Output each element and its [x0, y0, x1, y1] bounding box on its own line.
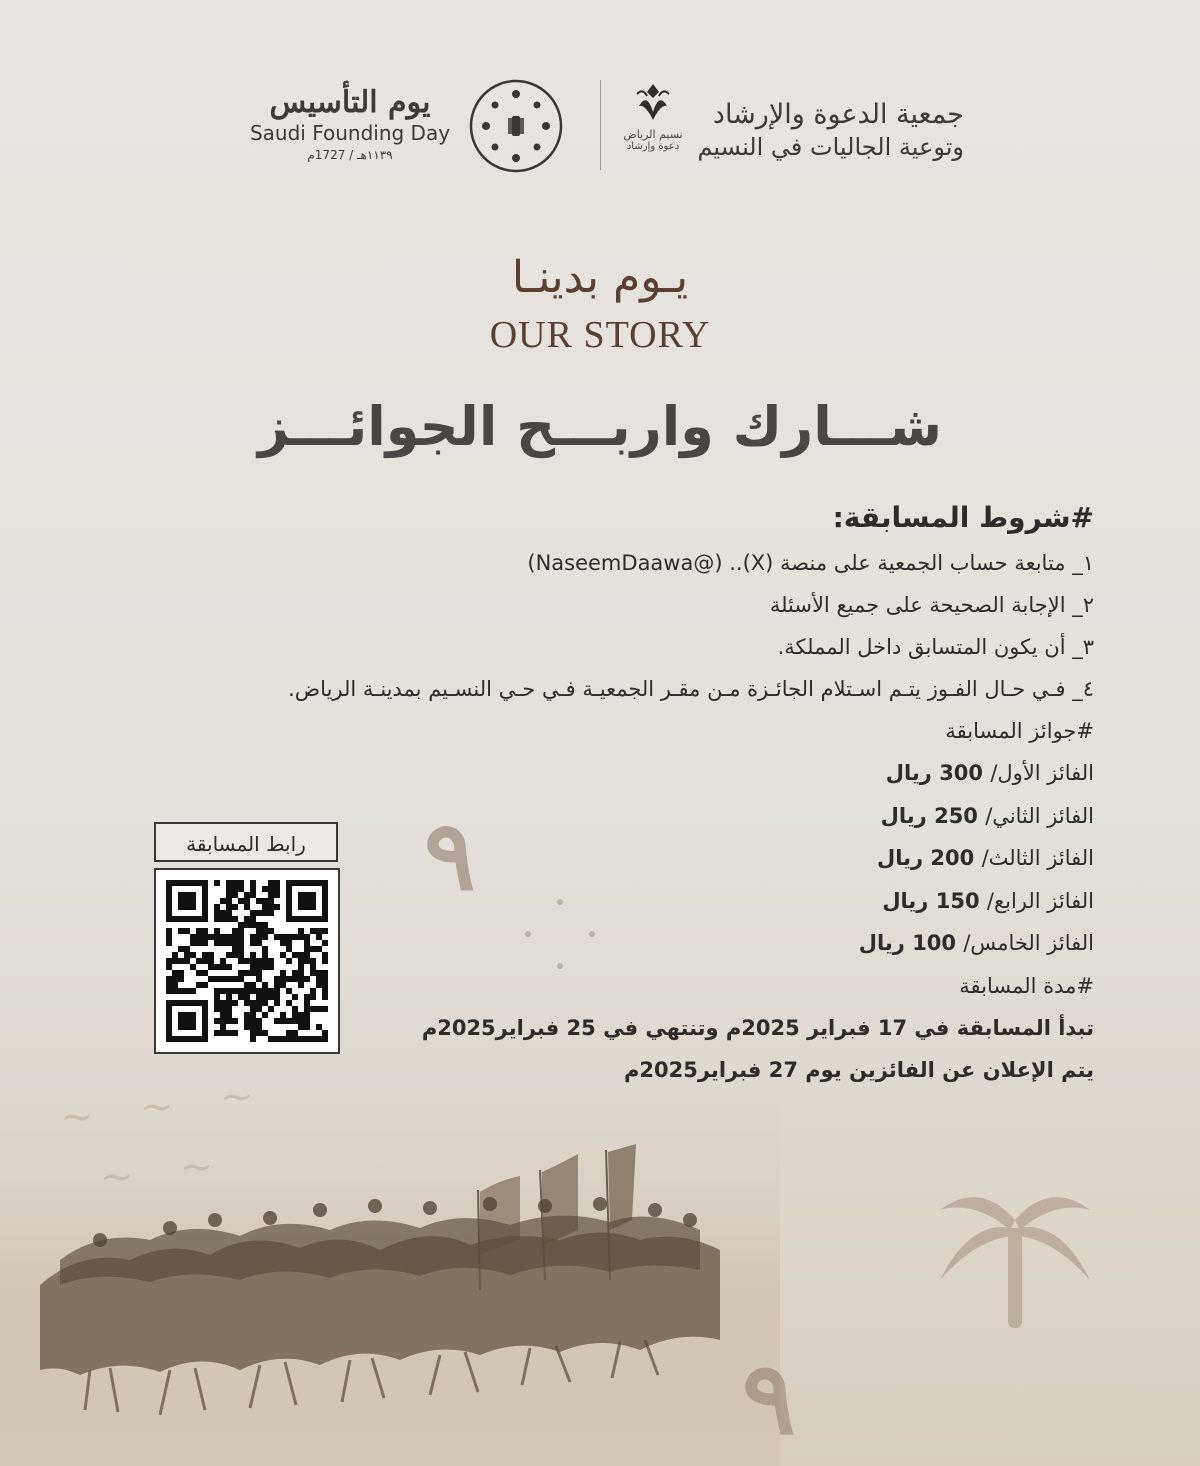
qr-code-icon: [166, 880, 328, 1042]
prize-label: الفائز الثاني/: [985, 803, 1094, 828]
prizes-heading: #جوائز المسابقة: [945, 719, 1094, 743]
duration-line: تبدأ المسابقة في 17 فبراير 2025م وتنتهي في 25 فبراير2025م: [421, 1015, 1094, 1040]
svg-text:~: ~: [180, 1144, 214, 1190]
organization-logo: [622, 82, 684, 162]
qr-code[interactable]: [154, 868, 340, 1054]
conditions-heading: #شروط المسابقة:: [832, 501, 1094, 534]
main-title: شـــارك واربـــح الجوائـــز: [258, 395, 942, 458]
prize-label: الفائز الثالث/: [981, 846, 1094, 870]
svg-text:~: ~: [220, 1080, 254, 1120]
decor-glyph-top: ٩: [424, 799, 476, 912]
org-logo-text1: نسيم الرياض: [623, 128, 683, 141]
prize-label: الفائز الرابع/: [986, 888, 1094, 913]
prize-item: [154, 752, 1094, 795]
founding-day-arabic: يوم التأسيس: [269, 85, 431, 120]
prize-amount: 250 ريال: [880, 803, 978, 828]
prize-amount: 200 ريال: [877, 846, 975, 870]
naseem-logo-icon: [633, 82, 673, 128]
founding-day-seal-icon: [468, 78, 564, 174]
story-title-english: OUR STORY: [489, 314, 711, 356]
organization-name-line2: وتوعية الجاليات في النسيم: [697, 133, 964, 161]
duration-heading: #مدة المسابقة: [959, 973, 1094, 998]
founding-day-english: Saudi Founding Day: [249, 121, 451, 145]
prize-label: الفائز الخامس/: [963, 931, 1094, 955]
prize-amount: 150 ريال: [882, 888, 980, 913]
prize-label: الفائز الأول/: [990, 761, 1094, 785]
org-logo-text2: دعوة وإرشاد: [626, 141, 680, 152]
decor-glyph-bottom: ٩: [742, 1339, 796, 1457]
palm-tree-icon: [920, 1180, 1110, 1330]
announcement-line: يتم الإعلان عن الفائزين يوم 27 فبراير2025م: [624, 1057, 1094, 1082]
header: [0, 70, 1200, 180]
condition-item: ٣_ أن يكون المتسابق داخل المملكة.: [777, 635, 1094, 659]
story-title-arabic: يـوم بدينـا: [511, 252, 689, 303]
founding-day-logo: [242, 86, 458, 164]
condition-item: ٢_ الإجابة الصحيحة على جميع الأسئلة: [769, 593, 1094, 617]
svg-text:~: ~: [60, 1094, 94, 1140]
organization-name-line1: جمعية الدعوة والإرشاد: [712, 99, 964, 130]
organization-name: [697, 98, 964, 162]
header-divider: [600, 80, 601, 170]
prize-amount: 300 ريال: [885, 761, 984, 785]
founding-day-date: ١١٣٩هـ / 1727م: [307, 148, 393, 162]
caravan-illustration: [0, 1080, 780, 1466]
svg-text:~: ~: [140, 1084, 174, 1130]
condition-item: ٤_ فـي حـال الفـوز يتـم اسـتلام الجائـزة مـن مقـر الجمعيـة فـي حـي النسـيم بمدينـة الرياض.: [288, 677, 1094, 701]
condition-item: ١_ متابعة حساب الجمعية على منصة (X).. (@NaseemDaawa): [527, 551, 1094, 575]
qr-label: رابط المسابقة: [154, 822, 338, 862]
prize-amount: 100 ريال: [858, 931, 957, 955]
svg-text:~: ~: [100, 1154, 134, 1200]
